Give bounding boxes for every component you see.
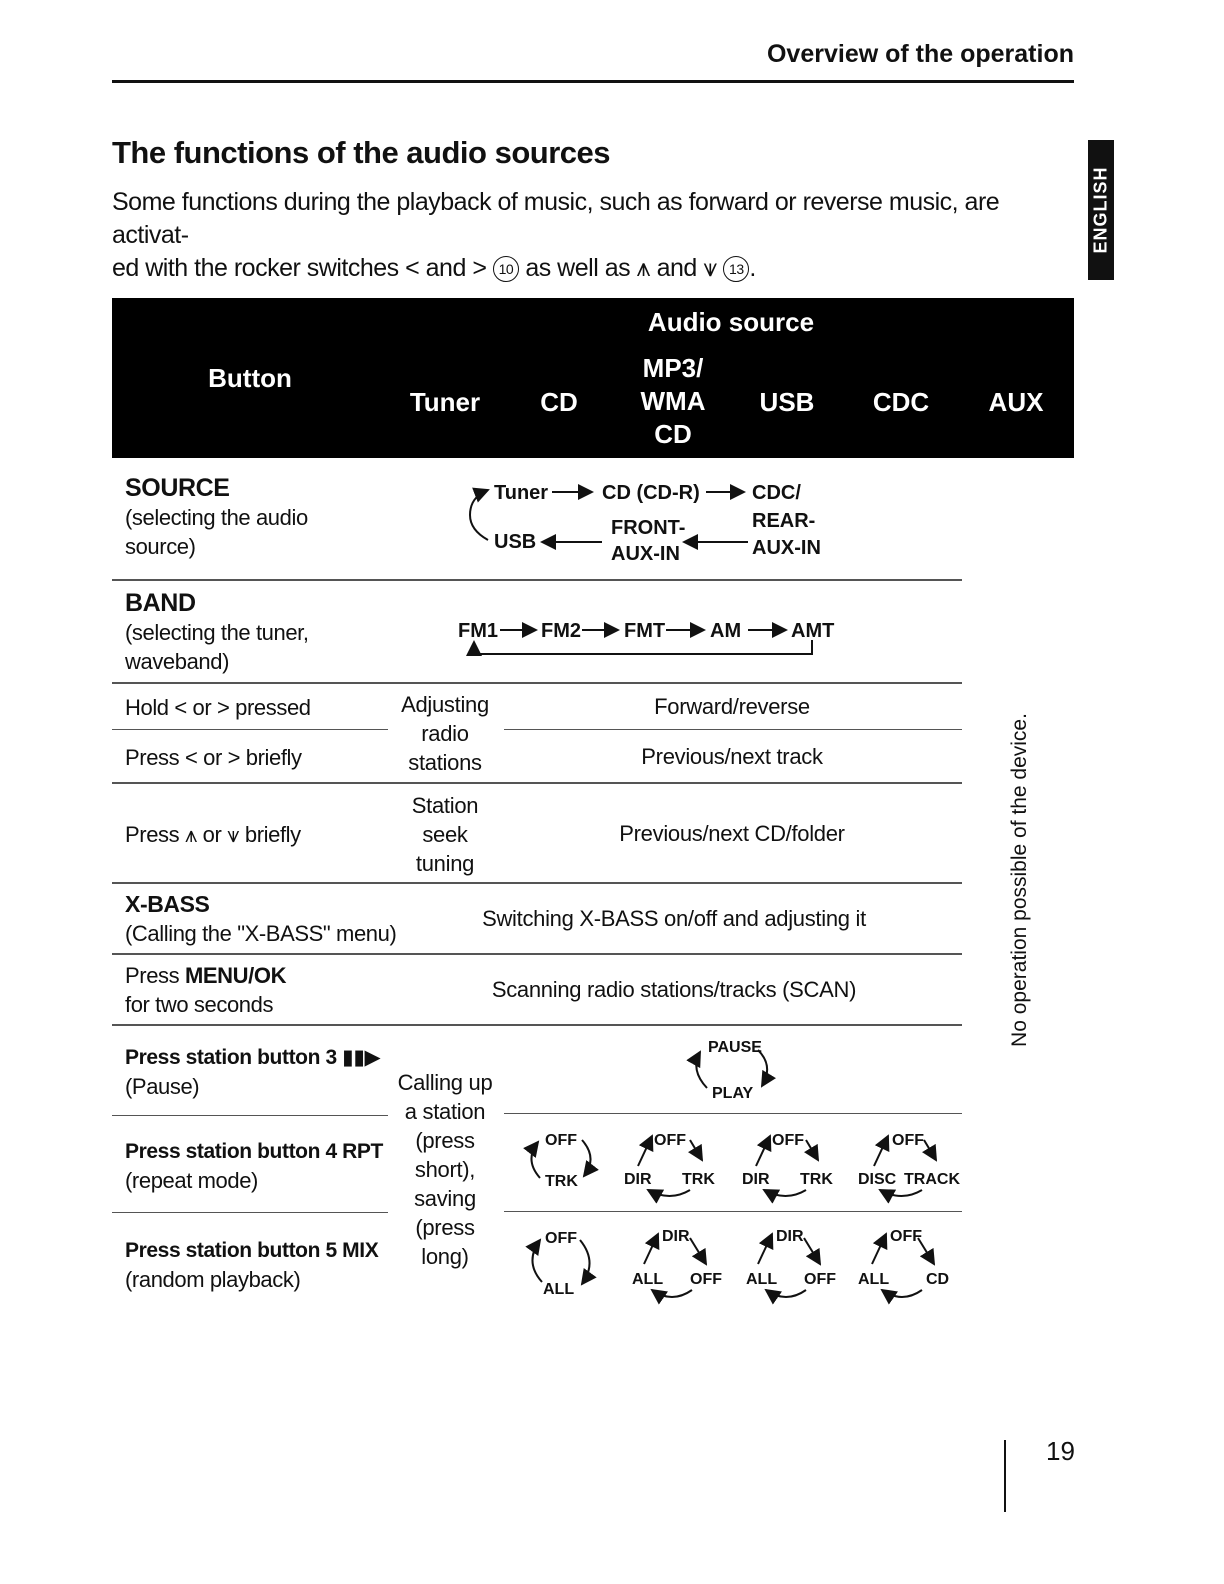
page-number: 19: [1046, 1436, 1075, 1466]
cell-forward-reverse: Forward/reverse: [654, 694, 810, 719]
band-fmt: FMT: [624, 620, 666, 642]
source-front-auxin: AUX-IN: [611, 543, 680, 565]
running-header: Overview of the operation: [766, 40, 1074, 68]
arrow: [532, 1240, 542, 1282]
arrow: [582, 1140, 591, 1176]
mix-mp3-dir: DIR: [662, 1228, 690, 1245]
arrow: [638, 1136, 652, 1166]
arrow: [531, 1142, 540, 1178]
intro-paragraph: Some functions during the playback of music, such as forward or reverse music, are activat- ed with the rocker switches < and > 10 as well as ⩚ and ⩛ 13 .: [112, 188, 1000, 282]
callout-10: 10: [493, 256, 519, 282]
row-band-label: BAND (selecting the tuner, waveband): [125, 589, 309, 674]
mix-cd-off: OFF: [545, 1230, 577, 1247]
row-source-label: SOURCE (selecting the audio source): [125, 474, 308, 559]
row-xbass-label: X-BASS (Calling the "X-BASS" menu): [125, 891, 397, 946]
mix-usb-all: ALL: [746, 1271, 778, 1288]
col-audio-source: Audio source: [647, 307, 815, 337]
mix-cdc-cd: CD: [926, 1271, 950, 1288]
col-mp3: MP3/ WMA CD: [640, 353, 706, 449]
row-button5-label: Press station button 5 MIX (random playback): [125, 1239, 379, 1292]
row-press-ud-label: Press ⩚ or ⩛ briefly: [125, 822, 301, 847]
mix-mp3-off: OFF: [690, 1271, 722, 1288]
row-menu-label: Press MENU/OK for two seconds: [125, 963, 287, 1017]
arrow: [766, 1290, 806, 1297]
row-hold-label: Hold < or > pressed: [125, 695, 311, 720]
rpt-usb-dir: DIR: [742, 1171, 770, 1188]
rpt-cd-off: OFF: [545, 1132, 577, 1149]
cell-prev-next-track: Previous/next track: [641, 744, 823, 769]
source-tuner: Tuner: [494, 482, 549, 504]
source-usb: USB: [494, 531, 537, 553]
source-rear-auxin: AUX-IN: [752, 537, 821, 559]
arrow: [764, 1190, 806, 1196]
rpt-cd-trk: TRK: [545, 1173, 578, 1190]
col-aux: AUX: [988, 387, 1044, 417]
arrow: [804, 1238, 820, 1264]
col-button: Button: [208, 363, 292, 393]
band-amt: AMT: [791, 620, 835, 642]
arrow: [690, 1238, 706, 1264]
rpt-usb-off: OFF: [772, 1132, 804, 1149]
cell-xbass: Switching X-BASS on/off and adjusting it: [482, 906, 866, 931]
arrow: [580, 1240, 590, 1284]
band-am: AM: [710, 620, 742, 642]
rpt-cdc-disc: DISC: [858, 1171, 897, 1188]
rpt-cdc-off: OFF: [892, 1132, 924, 1149]
row-button4-label: Press station button 4 RPT (repeat mode): [125, 1140, 383, 1193]
arrow: [882, 1290, 922, 1297]
mix-cd-all: ALL: [543, 1281, 575, 1298]
cell-calling: Calling up a station (press short), saving (press long): [397, 1070, 493, 1269]
language-tab: ENGLISH: [1088, 140, 1114, 280]
pause-label: PAUSE: [708, 1039, 762, 1056]
col-cd: CD: [540, 387, 578, 417]
mix-cdc-off: OFF: [890, 1228, 922, 1245]
source-cdc: CDC/: [752, 482, 801, 504]
source-rear: REAR-: [752, 510, 816, 532]
mix-cdc-all: ALL: [858, 1271, 890, 1288]
page-number-rule: [1004, 1440, 1006, 1512]
band-fm1: FM1: [458, 620, 498, 642]
cell-station-seek: Station seek tuning: [411, 793, 479, 876]
play-label: PLAY: [712, 1085, 754, 1102]
rpt-mp3-trk: TRK: [682, 1171, 715, 1188]
aux-note: No operation possible of the device.: [1008, 713, 1031, 1047]
mix-usb-dir: DIR: [776, 1228, 804, 1245]
rpt-mp3-off: OFF: [654, 1132, 686, 1149]
arrow: [756, 1136, 770, 1166]
band-fm2: FM2: [541, 620, 581, 642]
mix-usb-off: OFF: [804, 1271, 836, 1288]
section-title: The functions of the audio sources: [112, 135, 610, 170]
arrow: [696, 1052, 707, 1088]
rpt-mp3-dir: DIR: [624, 1171, 652, 1188]
row-button3-label: Press station button 3 ▮▮▶ (Pause): [125, 1046, 381, 1099]
arrow: [652, 1290, 692, 1297]
arrow: [872, 1234, 886, 1264]
cell-prev-next-cd: Previous/next CD/folder: [619, 821, 845, 846]
arrow: [806, 1140, 818, 1160]
arrow: [924, 1140, 936, 1160]
cell-adjusting: Adjusting radio stations: [401, 692, 489, 775]
cell-scan: Scanning radio stations/tracks (SCAN): [491, 977, 857, 1002]
col-usb: USB: [759, 387, 815, 417]
rpt-cdc-track: TRACK: [904, 1171, 960, 1188]
row-press-lr-label: Press < or > briefly: [125, 745, 302, 770]
arrow: [758, 1234, 772, 1264]
callout-13: 13: [723, 256, 749, 282]
arrow: [880, 1190, 922, 1196]
arrow: [474, 640, 812, 654]
source-cd: CD (CD-R): [602, 482, 700, 504]
arrow: [644, 1234, 658, 1264]
source-front: FRONT-: [611, 517, 686, 539]
col-tuner: Tuner: [409, 387, 481, 417]
col-cdc: CDC: [872, 387, 930, 417]
rpt-usb-trk: TRK: [800, 1171, 833, 1188]
mix-mp3-all: ALL: [632, 1271, 664, 1288]
arrow: [648, 1190, 690, 1196]
arrow: [470, 490, 488, 540]
arrow: [690, 1140, 702, 1160]
arrow: [874, 1136, 888, 1166]
